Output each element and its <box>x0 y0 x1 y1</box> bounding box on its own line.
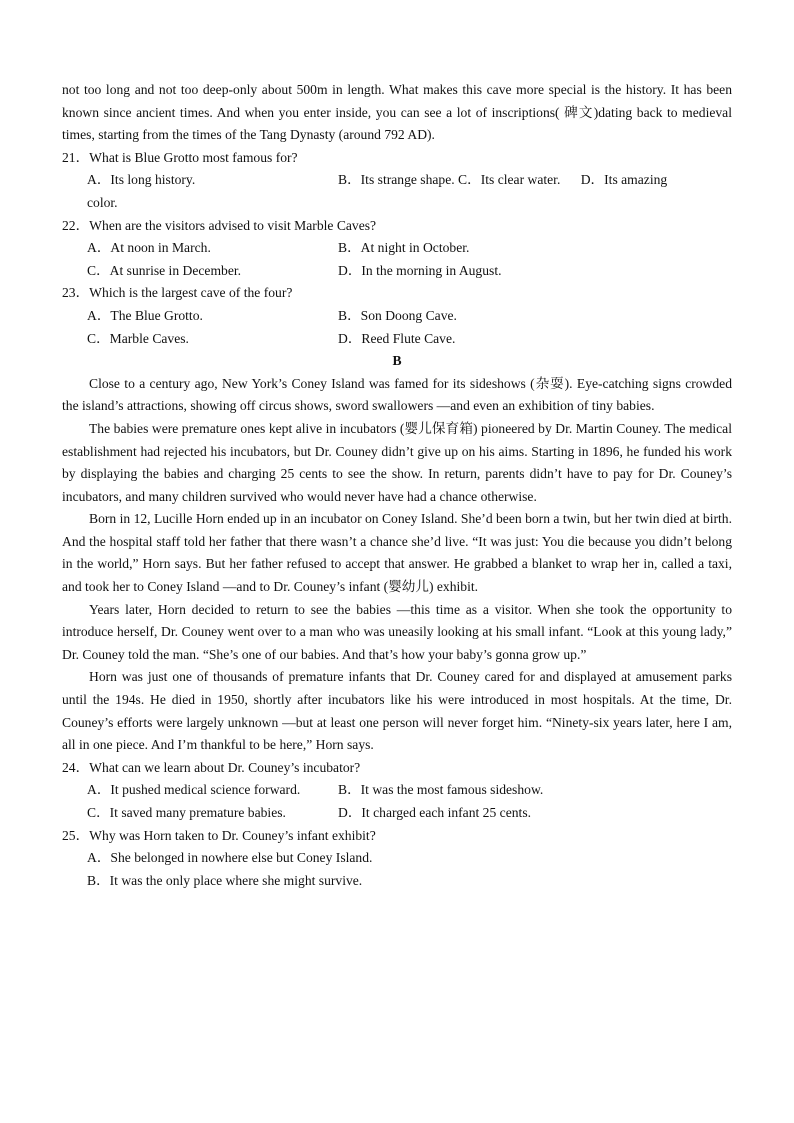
section-heading-b: B <box>392 353 402 369</box>
question-25-stem: 25．Why was Horn taken to Dr. Couney’s infant exhibit? <box>62 827 376 843</box>
passage-b-paragraph-2: The babies were premature ones kept alive in incubators (婴儿保育箱) pioneered by Dr. Martin Couney. The medical establishment had rejected his incubators, but Dr. Couney didn’t give up on his aims. Starting in 1896, he funded his work by displaying the babies and charging 25 cents to see the show. In return, parents didn’t have to pay for Dr. Couney’s incubators, and many children survived who would never have had a chance otherwise. <box>62 420 732 504</box>
passage-b-paragraph-3: Born in 12, Lucille Horn ended up in an incubator on Coney Island. She’d been born a twin, but her twin died at birth. And the hospital staff told her father that there wasn’t a chance she’d live. “It was just: You die because you didn’t belong in the world,” Horn says. But her father refused to accept that answer. He grabbed a blanket to wrap her in, called a taxi, and took her to Coney Island —and to Dr. Couney’s infant (婴幼儿) exhibit. <box>62 511 732 595</box>
q22-option-d: D．In the morning in August. <box>338 262 502 278</box>
q24-option-c: C．It saved many premature babies. <box>87 805 286 820</box>
q23-option-a: A．The Blue Grotto. <box>87 307 203 323</box>
q23-option-c: C．Marble Caves. <box>87 330 189 346</box>
question-21-options <box>87 169 732 214</box>
q25-option-b: B．It was the only place where she might survive. <box>87 872 363 888</box>
passage-b-paragraph-1: Close to a century ago, New York’s Coney Island was famed for its sideshows (杂耍). Eye-catching signs crowded the island’s attractions, showing off circus shows, sword swallowers —and even an exhibition of tiny babies. <box>62 375 732 414</box>
question-23-stem: 23．Which is the largest cave of the four? <box>62 285 293 301</box>
intro-paragraph-tail: not too long and not too deep-only about 500m in length. What makes this cave more special is the history. It has been known since ancient times. And when you enter inside, you can see a lot of inscriptions( 碑文)dating back to medieval times, starting from the times of the Tang Dynasty (around 792 AD). <box>62 82 732 143</box>
question-24-stem: 24．What can we learn about Dr. Couney’s incubator? <box>62 759 361 775</box>
q23-option-d: D．Reed Flute Cave. <box>338 330 456 346</box>
q21-option-d-continuation: color. <box>87 194 118 210</box>
question-22-options <box>87 237 732 282</box>
q22-option-b: B．At night in October. <box>338 240 470 256</box>
q21-option-a: A．Its long history. <box>87 172 196 188</box>
q21-options-bcd: B．Its strange shape. C．Its clear water. D．Its amazing <box>338 172 668 188</box>
q23-option-b: B．Son Doong Cave. <box>338 307 457 323</box>
exam-page <box>62 79 732 892</box>
passage-b-paragraph-4: Years later, Horn decided to return to see the babies —this time as a visitor. When she took the opportunity to introduce herself, Dr. Couney went over to a man who was uneasily looking at his small infant. “Look at this young lady,” Dr. Couney told the man. “She’s one of our babies. And that’s how your baby’s gonna grow up.” <box>62 601 732 662</box>
q25-option-a: A．She belonged in nowhere else but Coney Island. <box>87 850 373 866</box>
q24-option-d: D．It charged each infant 25 cents. <box>338 805 532 820</box>
q22-option-a: A．At noon in March. <box>87 240 211 256</box>
question-23-options <box>87 305 732 350</box>
passage-b-paragraph-5: Horn was just one of thousands of premature infants that Dr. Couney cared for and displayed at amusement parks until the 194s. He died in 1950, shortly after incubators like his were introduced in most hospitals. At the time, Dr. Couney’s efforts were largely unknown —but at least one person will never forget him. “Ninety-six years later, here I am, all in one piece. And I’m thankful to be here,” Horn says. <box>62 669 732 753</box>
q24-option-a: A．It pushed medical science forward. <box>87 782 301 798</box>
question-22-stem: 22．When are the visitors advised to visit Marble Caves? <box>62 217 377 233</box>
q22-option-c: C．At sunrise in December. <box>87 262 242 278</box>
question-25-options <box>87 847 732 892</box>
question-21-stem: 21．What is Blue Grotto most famous for? <box>62 149 298 165</box>
q24-option-b: B．It was the most famous sideshow. <box>338 782 544 798</box>
question-24-options <box>87 779 732 824</box>
